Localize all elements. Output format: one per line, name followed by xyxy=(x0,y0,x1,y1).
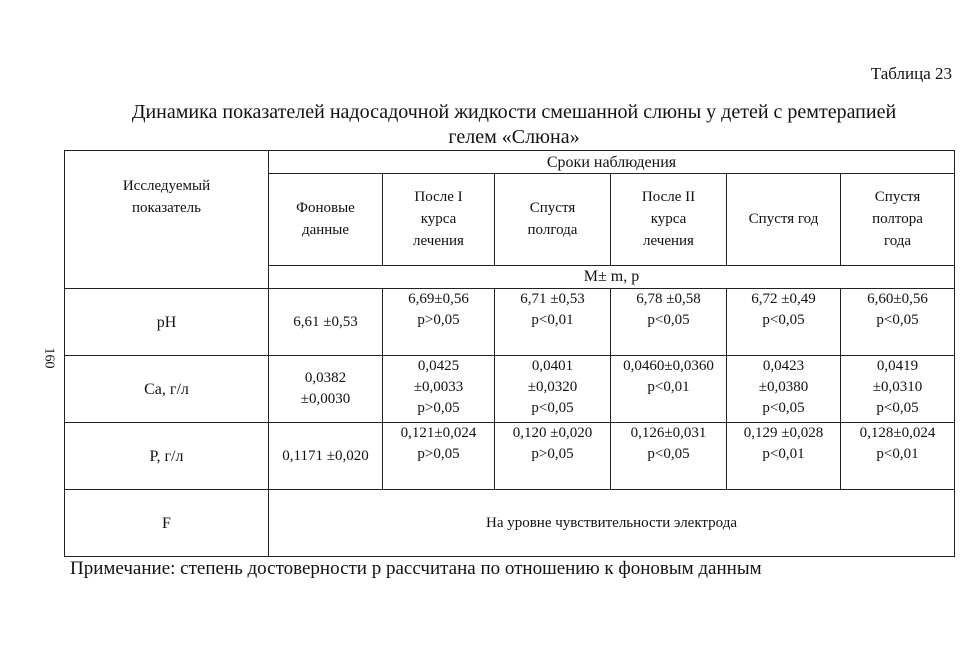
header-col-half-year: Спустя полгода xyxy=(495,174,611,266)
table-cell: 6,72 ±0,49 р<0,05 xyxy=(727,289,841,356)
table-cell: 6,60±0,56 р<0,05 xyxy=(841,289,955,356)
table-row xyxy=(65,356,955,423)
table-row xyxy=(65,423,955,490)
table-cell: 0,126±0,031 р<0,05 xyxy=(611,423,727,490)
table-note: Примечание: степень достоверности р рассчитана по отношению к фоновым данным xyxy=(70,558,762,579)
table-cell: 0,0419 ±0,0310 р<0,05 xyxy=(841,356,955,423)
table-cell: 0,129 ±0,028 р<0,01 xyxy=(727,423,841,490)
page-number: 160 xyxy=(41,347,57,369)
row-name: pH xyxy=(65,289,269,356)
table-cell: 0,128±0,024 р<0,01 xyxy=(841,423,955,490)
table-cell: 0,0423 ±0,0380 р<0,05 xyxy=(727,356,841,423)
table-cell: 0,121±0,024 р>0,05 xyxy=(383,423,495,490)
table-cell: 0,1171 ±0,020 xyxy=(269,423,383,490)
header-periods: Сроки наблюдения xyxy=(269,151,955,174)
header-col-year-and-half: Спустя полтора года xyxy=(841,174,955,266)
header-col-year: Спустя год xyxy=(727,174,841,266)
header-col-after-course-1: После I курса лечения xyxy=(383,174,495,266)
header-param: Исследуемый показатель xyxy=(65,151,269,289)
table-cell: 0,120 ±0,020 р>0,05 xyxy=(495,423,611,490)
table-cell: 6,78 ±0,58 р<0,05 xyxy=(611,289,727,356)
table-cell: 0,0460±0,0360 р<0,01 xyxy=(611,356,727,423)
row-name: Р, г/л xyxy=(65,423,269,490)
header-col-after-course-2: После II курса лечения xyxy=(611,174,727,266)
table-row xyxy=(65,490,955,557)
table-cell: 6,69±0,56 р>0,05 xyxy=(383,289,495,356)
header-stat: М± m, р xyxy=(269,265,955,288)
row-name: Са, г/л xyxy=(65,356,269,423)
table-cell: 6,71 ±0,53 р<0,01 xyxy=(495,289,611,356)
merged-cell: На уровне чувствительности электрода xyxy=(269,490,955,557)
table-title-line-2: гелем «Слюна» xyxy=(448,126,580,148)
table-row xyxy=(65,289,955,356)
table-cell: 0,0425 ±0,0033 р>0,05 xyxy=(383,356,495,423)
table-cell: 6,61 ±0,53 xyxy=(269,289,383,356)
table-cell: 0,0382 ±0,0030 xyxy=(269,356,383,423)
table-number-label: Таблица 23 xyxy=(870,64,952,83)
row-name: F xyxy=(65,490,269,557)
table-title xyxy=(64,100,964,150)
table-cell: 0,0401 ±0,0320 р<0,05 xyxy=(495,356,611,423)
data-table xyxy=(64,150,955,557)
header-col-background: Фоновые данные xyxy=(269,174,383,266)
table-title-line-1: Динамика показателей надосадочной жидкости смешанной слюны у детей с ремтерапией xyxy=(131,101,897,123)
